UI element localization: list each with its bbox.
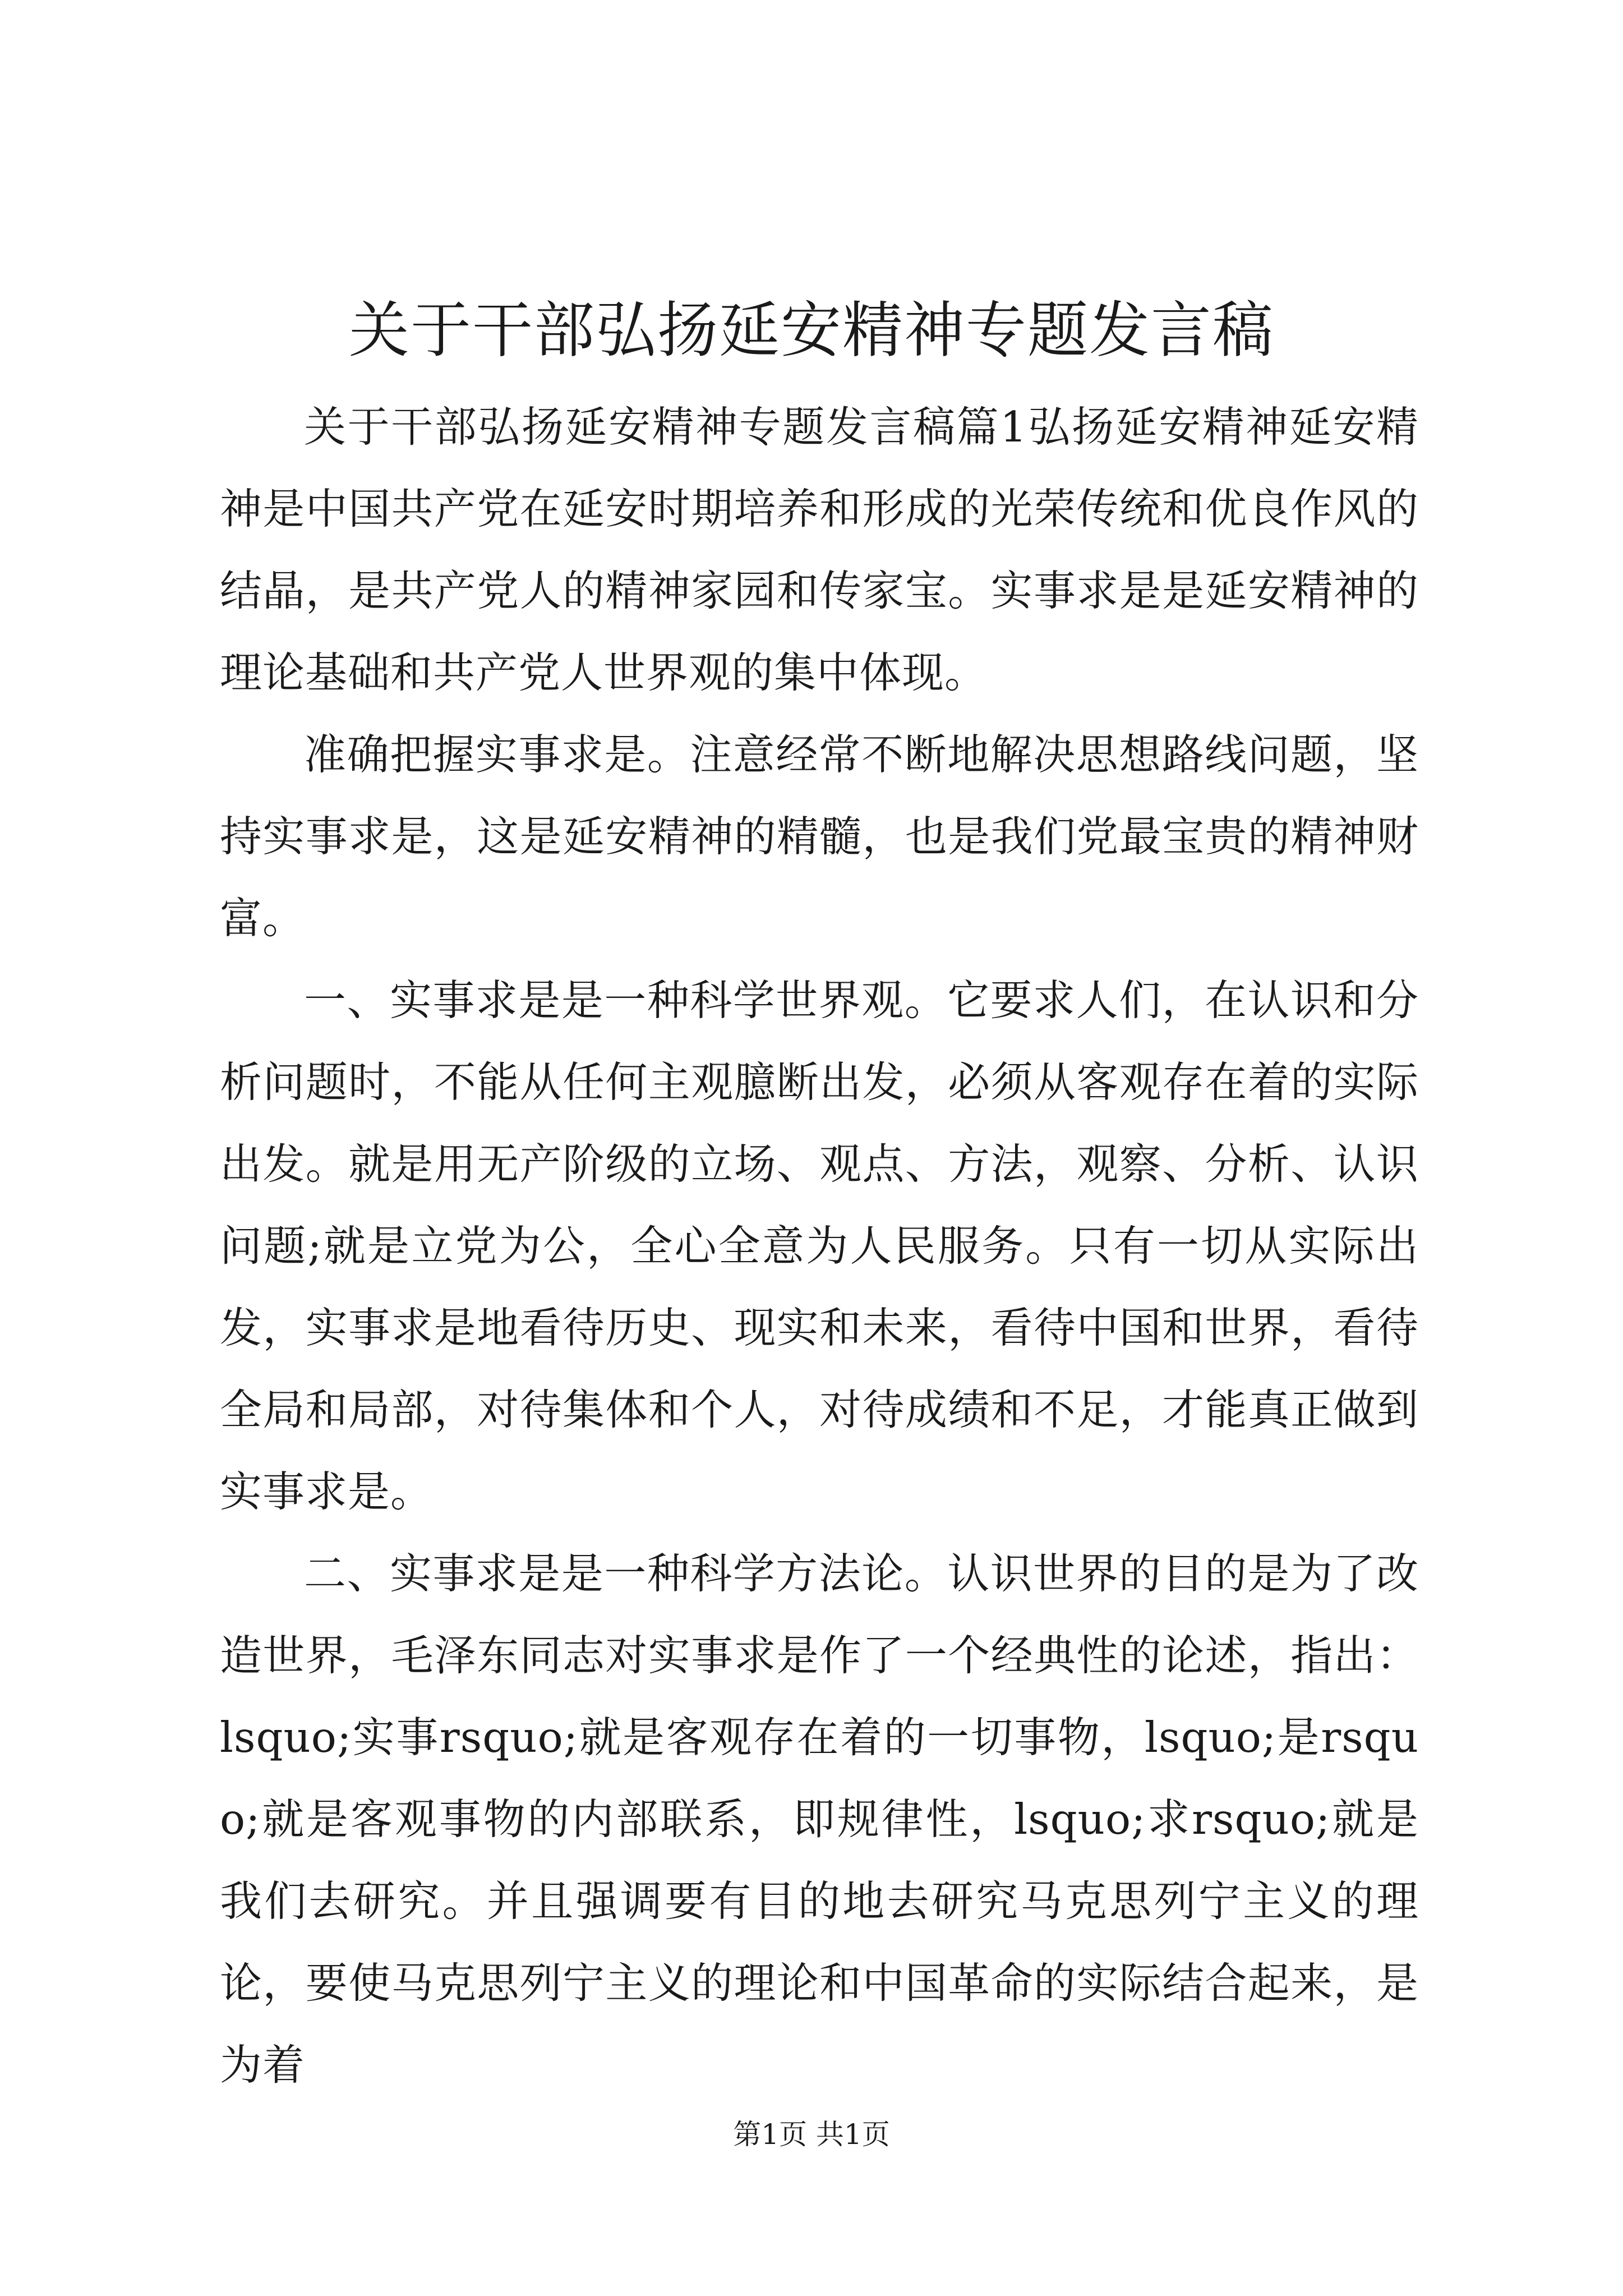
paragraph: 二、实事求是是一种科学方法论。认识世界的目的是为了改造世界，毛泽东同志对实事求是作了一个经典性的论述，指出：lsquo;实事rsquo;就是客观存在着的一切事物，lsquo;是rsquo;就是客观事物的内部联系，即规律性，lsquo;求rsquo;就是我们去研究。并且强调要有目的地去研究马克思列宁主义的理论，要使马克思列宁主义的理论和中国革命的实际结合起来，是为着	[220, 1549, 1419, 2090]
paragraph: 关于干部弘扬延安精神专题发言稿篇1弘扬延安精神延安精神是中国共产党在延安时期培养和形成的光荣传统和优良作风的结晶，是共产党人的精神家园和传家宝。实事求是是延安精神的理论基础和共产党人世界观的集中体现。	[220, 402, 1419, 697]
paragraph: 一、实事求是是一种科学世界观。它要求人们，在认识和分析问题时，不能从任何主观臆断出发，必须从客观存在着的实际出发。就是用无产阶级的立场、观点、方法，观察、分析、认识问题;就是立党为公，全心全意为人民服务。只有一切从实际出发，实事求是地看待历史、现实和未来，看待中国和世界，看待全局和局部，对待集体和个人，对待成绩和不足，才能真正做到实事求是。	[220, 976, 1419, 1516]
document-body	[220, 386, 1419, 2106]
paragraph: 准确把握实事求是。注意经常不断地解决思想路线问题，坚持实事求是，这是延安精神的精髓，也是我们党最宝贵的精神财富。	[220, 730, 1419, 943]
page-footer: 第1页 共1页	[733, 2118, 890, 2151]
document-title: 关于干部弘扬延安精神专题发言稿	[348, 296, 1274, 366]
